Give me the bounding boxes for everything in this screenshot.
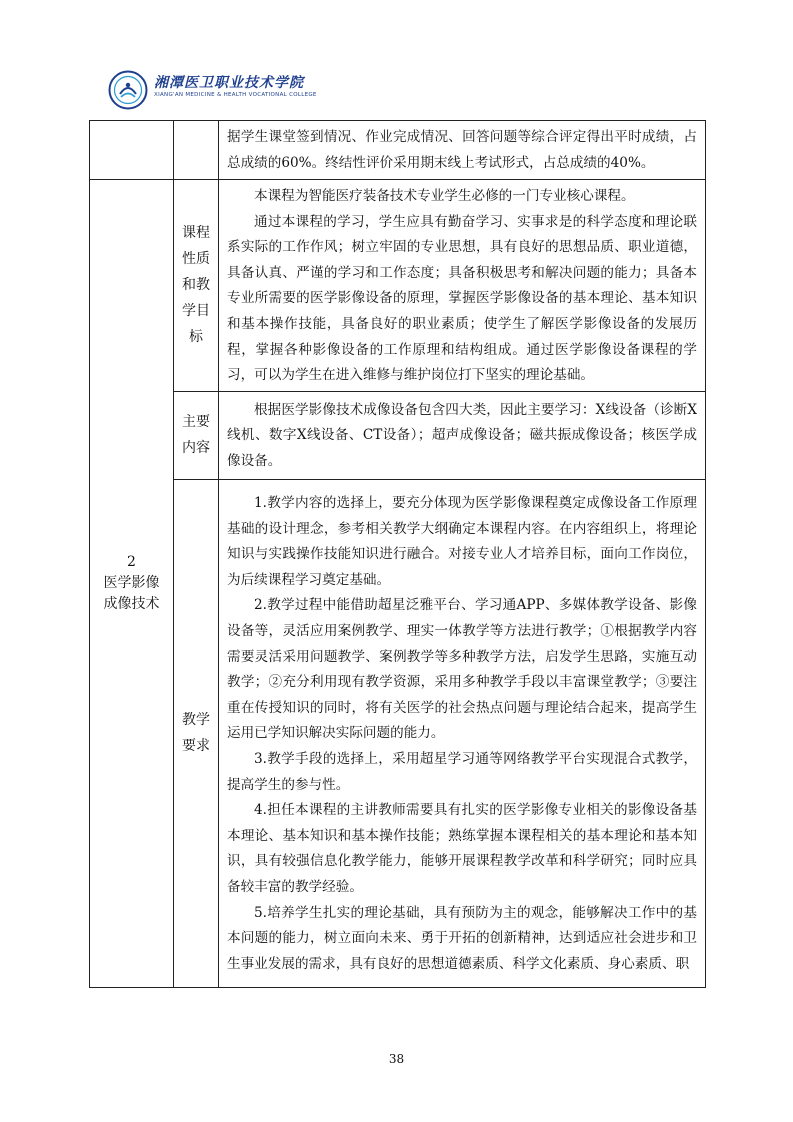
section-label-requirements: 教学要求 [182, 712, 210, 755]
school-name-cn: 湘潭医卫职业技术学院 [154, 75, 304, 91]
course-name-cell [90, 180, 174, 988]
empty-cell [90, 121, 174, 180]
section-label-cell [174, 479, 219, 987]
requirements-paragraph: 3.教学手段的选择上，采用超星学习通等网络教学平台实现混合式教学，提高学生的参与性。 [227, 751, 697, 793]
course-number: 2 [127, 553, 136, 570]
school-name-en: XIANG'AN MEDICINE & HEALTH VOCATIONAL COLLEGE [154, 92, 317, 98]
empty-cell [174, 121, 219, 180]
course-name: 医学影像成像技术 [103, 574, 160, 612]
course-table [89, 120, 706, 988]
section-label-nature: 课程性质和教学目标 [182, 225, 210, 346]
section-label-cell [174, 180, 219, 392]
nature-cell [219, 180, 706, 392]
table-row [90, 479, 706, 987]
requirements-paragraph: 4.担任本课程的主讲教师需要具有扎实的医学影像专业相关的影像设备基本理论、基本知识和基本操作技能；熟练掌握本课程相关的基本理论和基本知识，具有较强信息化教学能力，能够开展课程教学改革和科学研究；同时应具备较丰富的教学经验。 [227, 802, 697, 896]
content-paragraph: 根据医学影像技术成像设备包含四大类，因此主要学习：X线设备（诊断X线机、数字X线设备、CT设备）；超声成像设备；磁共振成像设备；核医学成像设备。 [227, 401, 697, 470]
table-row [90, 121, 706, 180]
requirements-paragraph: 5.培养学生扎实的理论基础，具有预防为主的观念，能够解决工作中的基本问题的能力，树立面向未来、勇于开拓的创新精神，达到适应社会进步和卫生事业发展的需求，具有良好的思想道德素质、科学文化素质、身心素质、职 [227, 904, 697, 972]
continuation-cell [219, 121, 706, 180]
table-row [90, 180, 706, 392]
school-header [108, 70, 368, 110]
continuation-text: 据学生课堂签到情况、作业完成情况、回答问题等综合评定得出平时成绩，占总成绩的60%。终结性评价采用期末线上考试形式，占总成绩的40%。 [227, 129, 697, 171]
nature-paragraph: 通过本课程的学习，学生应具有勤奋学习、实事求是的科学态度和理论联系实际的工作作风；树立牢固的专业思想，具有良好的思想品质、职业道德，具备认真、严谨的学习和工作态度；具备积极思考和解决问题的能力；具备本专业所需要的医学影像设备的原理，掌握医学影像设备的基本理论、基本知识和基本操作技能，具备良好的职业素质；使学生了解医学影像设备的发展历程，掌握各种影像设备的工作原理和结构组成。通过医学影像设备课程的学习，可以为学生在进入维修与维护岗位打下坚实的理论基础。 [227, 213, 697, 384]
school-logo-icon [108, 70, 148, 110]
table-row [90, 391, 706, 479]
requirements-paragraph: 2.教学过程中能借助超星泛雅平台、学习通APP、多媒体教学设备、影像设备等，灵活应用案例教学、理实一体教学等方法进行教学；①根据教学内容需要灵活采用问题教学、案例教学等多种教学方法，启发学生思路，实施互动教学；②充分利用现有教学资源，采用多种教学手段以丰富课堂教学；③要注重在传授知识的同时，将有关医学的社会热点问题与理论结合起来，提高学生运用已学知识解决实际问题的能力。 [227, 597, 697, 742]
section-label-cell [174, 391, 219, 479]
requirements-cell [219, 479, 706, 987]
section-label-content: 主要内容 [182, 414, 210, 457]
page-number: 38 [388, 1052, 405, 1066]
requirements-paragraph: 1.教学内容的选择上，要充分体现为医学影像课程奠定成像设备工作原理基础的设计理念，参考相关教学大纲确定本课程内容。在内容组织上，将理论知识与实践操作技能知识进行融合。对接专业人才培养目标，面向工作岗位，为后续课程学习奠定基础。 [227, 495, 697, 588]
content-cell [219, 391, 706, 479]
nature-paragraph: 本课程为智能医疗装备技术专业学生必修的一门专业核心课程。 [254, 188, 635, 204]
